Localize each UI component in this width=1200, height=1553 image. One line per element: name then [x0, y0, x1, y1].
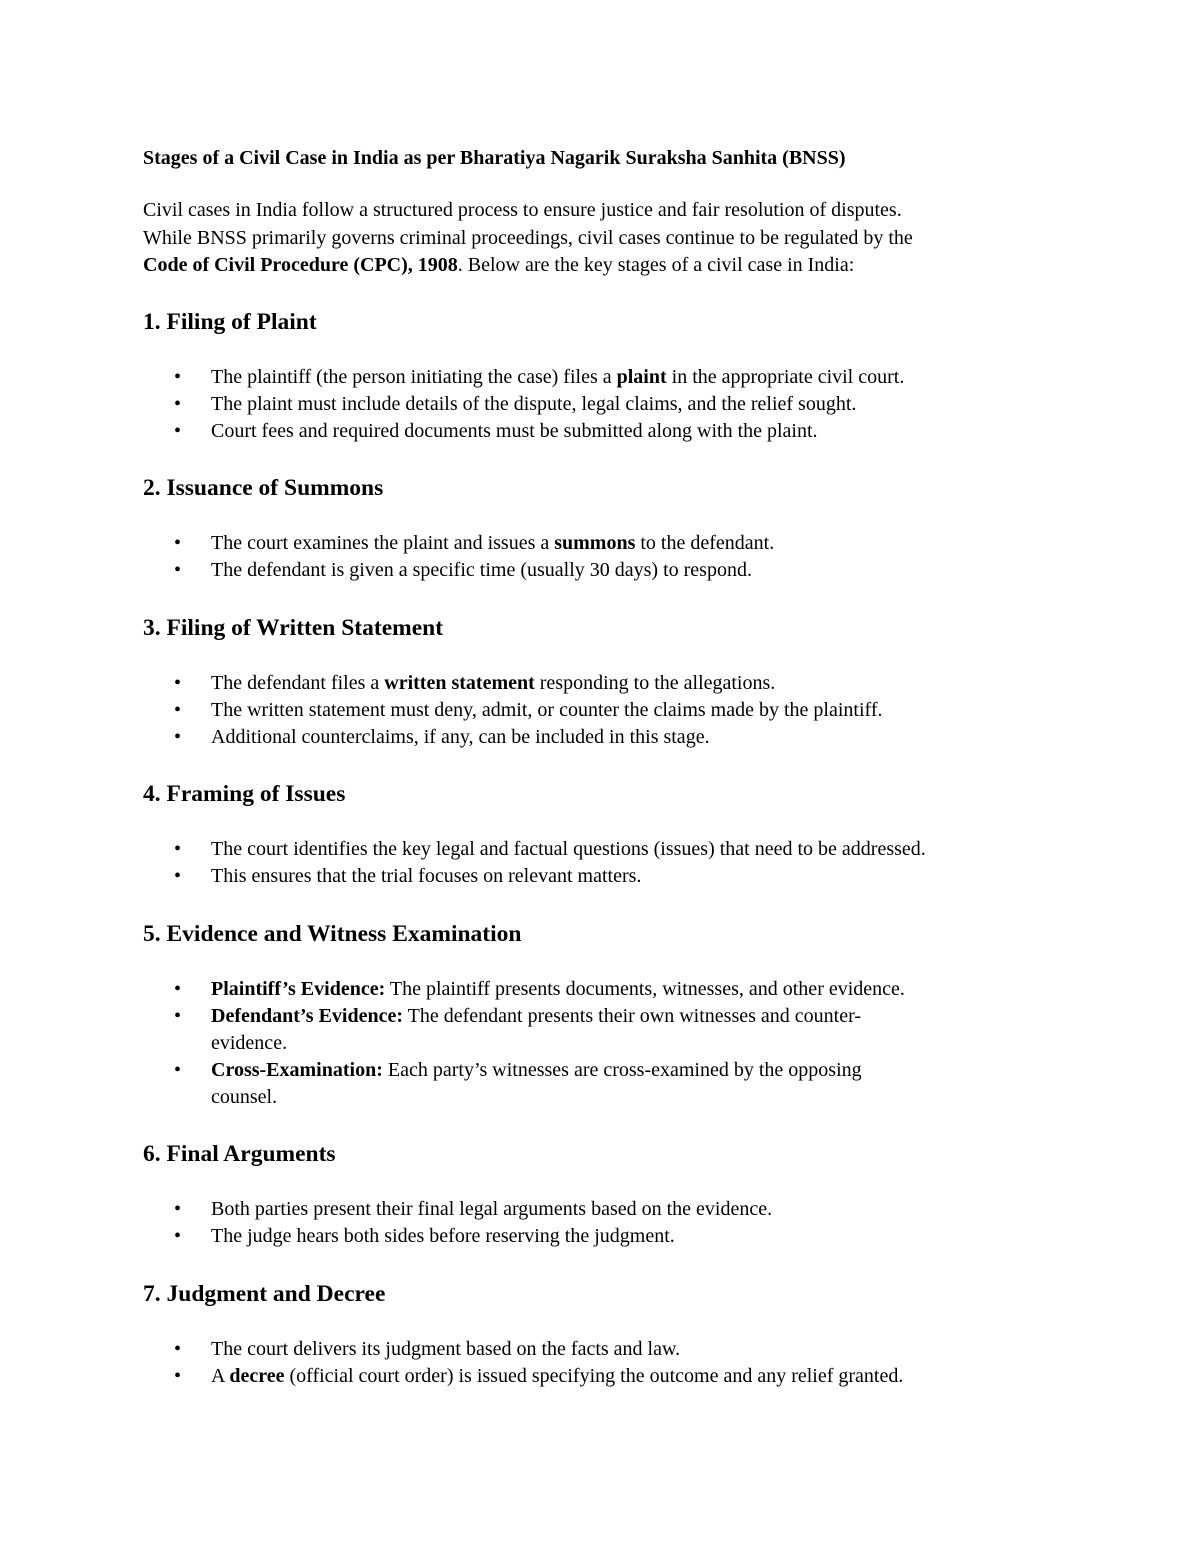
intro-line — [143, 252, 1063, 280]
bullet-text: The plaintiff presents documents, witnesses, and other evidence. — [385, 978, 905, 1000]
list-item — [0, 697, 1011, 724]
bullet-text: responding to the allegations. — [534, 672, 776, 694]
bullet-text: The court delivers its judgment based on the facts and law. — [211, 1338, 681, 1360]
section-heading-judgment-and-decree: 7. Judgment and Decree — [143, 1281, 386, 1307]
bullet-text: This ensures that the trial focuses on relevant matters. — [211, 865, 642, 887]
bullet-icon: • — [174, 726, 182, 748]
intro-line: While BNSS primarily governs criminal proceedings, civil cases continue to be regulated by the — [143, 226, 913, 249]
document-title: Stages of a Civil Case in India as per Bharatiya Nagarik Suraksha Sanhita (BNSS) — [143, 147, 846, 169]
list-item — [0, 391, 1011, 418]
bullet-bold-term: plaint — [616, 366, 667, 388]
section-heading-evidence-and-witness-examination: 5. Evidence and Witness Examination — [143, 921, 522, 947]
section-bullets — [0, 976, 1200, 1111]
list-item — [0, 1003, 1011, 1057]
bullet-text: The defendant is given a specific time (usually 30 days) to respond. — [211, 559, 752, 581]
section-heading-framing-of-issues: 4. Framing of Issues — [143, 781, 346, 807]
list-item — [0, 976, 1011, 1003]
bullet-icon: • — [174, 393, 182, 415]
bullet-bold-term: written statement — [384, 672, 535, 694]
bullet-line: counsel. — [211, 1086, 278, 1108]
bullet-lead: Defendant’s Evidence: — [211, 1005, 404, 1027]
section-heading-issuance-of-summons: 2. Issuance of Summons — [143, 475, 384, 501]
bullet-text: in the appropriate civil court. — [666, 366, 905, 388]
bullet-text: Additional counterclaims, if any, can be included in this stage. — [211, 726, 710, 748]
list-item — [0, 364, 1011, 391]
bullet-icon: • — [174, 978, 182, 1000]
intro-paragraph — [143, 197, 1063, 280]
bullet-icon: • — [174, 699, 182, 721]
bullet-bold-term: decree — [229, 1365, 285, 1387]
bullet-text: Court fees and required documents must be submitted along with the plaint. — [211, 420, 818, 442]
section-bullets — [0, 530, 1200, 584]
list-item — [0, 670, 1011, 697]
bullet-icon: • — [174, 1365, 182, 1387]
bullet-icon: • — [174, 420, 182, 442]
intro-line: Civil cases in India follow a structured process to ensure justice and fair resolution of disputes. — [143, 199, 902, 221]
list-item — [0, 1363, 1011, 1390]
bullet-text: The court identifies the key legal and factual questions (issues) that need to be addressed. — [211, 838, 926, 860]
bullet-text: The defendant presents their own witnesses and counter- — [403, 1005, 862, 1027]
bullet-text: The written statement must deny, admit, or counter the claims made by the plaintiff. — [211, 699, 883, 721]
list-item — [0, 557, 1011, 584]
bullet-bold-term: summons — [554, 532, 636, 554]
bullet-icon: • — [174, 1338, 182, 1360]
section-heading-filing-of-written-statement: 3. Filing of Written Statement — [143, 615, 444, 641]
bullet-icon: • — [174, 1059, 182, 1081]
bullet-icon: • — [174, 559, 182, 581]
bullet-icon: • — [174, 1225, 182, 1247]
bullet-icon: • — [174, 1005, 182, 1027]
list-item — [0, 863, 1011, 890]
section-heading-final-arguments: 6. Final Arguments — [143, 1141, 336, 1167]
bullet-text: The judge hears both sides before reserving the judgment. — [211, 1225, 675, 1247]
bullet-line — [211, 976, 1011, 1003]
bullet-icon: • — [174, 1198, 182, 1220]
bullet-icon: • — [174, 366, 182, 388]
bullet-text: Both parties present their final legal arguments based on the evidence. — [211, 1198, 773, 1220]
bullet-text: The court examines the plaint and issues a — [211, 532, 555, 554]
list-item — [0, 1336, 1011, 1363]
list-item — [0, 836, 1011, 863]
bullet-text: A — [211, 1365, 230, 1387]
bullet-icon: • — [174, 865, 182, 887]
cpc-reference: Code of Civil Procedure (CPC), 1908 — [143, 254, 458, 276]
bullet-line — [211, 1003, 1011, 1030]
list-item — [0, 1057, 1011, 1111]
section-bullets — [0, 1336, 1200, 1390]
list-item — [0, 1196, 1011, 1223]
section-bullets — [0, 836, 1200, 890]
bullet-lead: Plaintiff’s Evidence: — [211, 978, 386, 1000]
bullet-text: The defendant files a — [211, 672, 385, 694]
bullet-text: (official court order) is issued specifying the outcome and any relief granted. — [284, 1365, 904, 1387]
bullet-lead: Cross-Examination: — [211, 1059, 383, 1081]
list-item — [0, 1223, 1011, 1250]
bullet-text: to the defendant. — [635, 532, 775, 554]
bullet-icon: • — [174, 532, 182, 554]
bullet-icon: • — [174, 838, 182, 860]
bullet-text: The plaint must include details of the dispute, legal claims, and the relief sought. — [211, 393, 857, 415]
list-item — [0, 530, 1011, 557]
list-item — [0, 418, 1011, 445]
section-heading-filing-of-plaint: 1. Filing of Plaint — [143, 309, 317, 335]
bullet-text: Each party’s witnesses are cross-examined by the opposing — [382, 1059, 862, 1081]
section-bullets — [0, 670, 1200, 751]
bullet-icon: • — [174, 672, 182, 694]
list-item — [0, 724, 1011, 751]
section-bullets — [0, 1196, 1200, 1250]
intro-line-rest: . Below are the key stages of a civil case in India: — [457, 254, 855, 276]
bullet-line: evidence. — [211, 1032, 288, 1054]
section-bullets — [0, 364, 1200, 445]
bullet-text: The plaintiff (the person initiating the case) files a — [211, 366, 617, 388]
bullet-line — [211, 1057, 1011, 1084]
